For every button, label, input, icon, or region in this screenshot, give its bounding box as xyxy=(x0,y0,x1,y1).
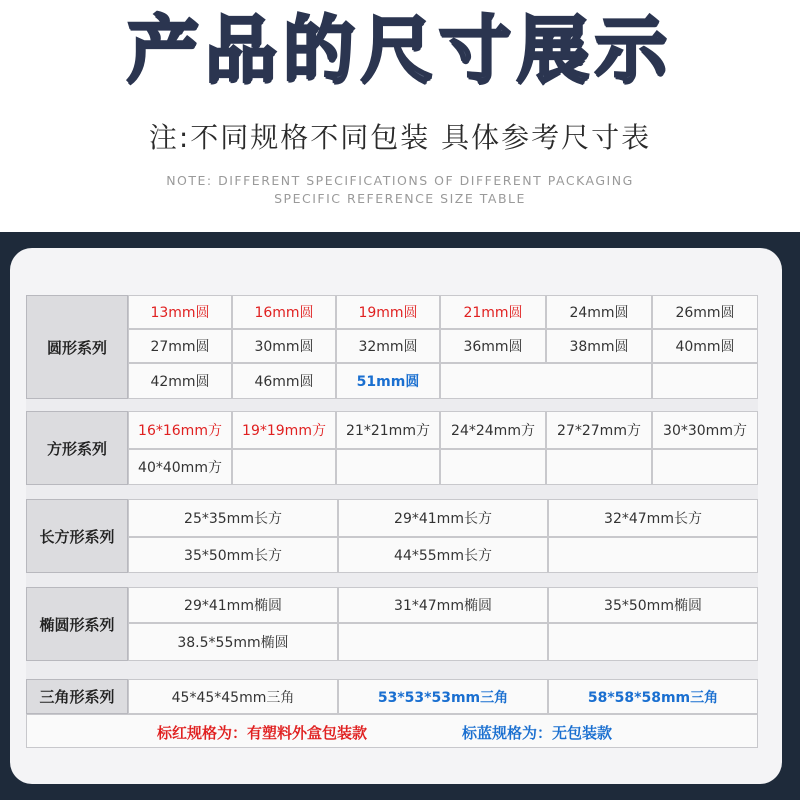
rectangle-series-group xyxy=(26,499,758,573)
size-cell: 40*40mm方 xyxy=(128,449,232,485)
round-series-label: 圆形系列 xyxy=(26,295,128,399)
empty-cell xyxy=(652,449,758,485)
size-cell: 58*58*58mm三角 xyxy=(548,679,758,714)
size-cell: 51mm圆 xyxy=(336,363,440,399)
rectangle-series-label: 长方形系列 xyxy=(26,499,128,573)
size-cell: 32*47mm长方 xyxy=(548,499,758,537)
blue-legend-note: 标蓝规格为：无包装款 xyxy=(462,724,613,742)
size-cell: 44*55mm长方 xyxy=(338,537,548,573)
size-cell: 13mm圆 xyxy=(128,295,232,329)
size-cell: 21*21mm方 xyxy=(336,411,440,449)
empty-cell xyxy=(548,537,758,573)
row-gap xyxy=(26,573,758,587)
size-cell: 26mm圆 xyxy=(652,295,758,329)
size-cell: 53*53*53mm三角 xyxy=(338,679,548,714)
empty-cell xyxy=(336,449,440,485)
empty-cell xyxy=(440,363,652,399)
header xyxy=(0,0,800,232)
page-title: 产品的尺寸展示 xyxy=(126,8,673,92)
size-cell: 16*16mm方 xyxy=(128,411,232,449)
row-gap xyxy=(26,485,758,499)
square-series-label: 方形系列 xyxy=(26,411,128,485)
size-cell: 27mm圆 xyxy=(128,329,232,363)
size-cell: 46mm圆 xyxy=(232,363,336,399)
size-cell: 29*41mm长方 xyxy=(338,499,548,537)
size-cell: 31*47mm椭圆 xyxy=(338,587,548,623)
size-cell: 25*35mm长方 xyxy=(128,499,338,537)
empty-cell xyxy=(440,449,546,485)
row-gap xyxy=(26,661,758,679)
size-cell: 36mm圆 xyxy=(440,329,546,363)
size-cell: 30*30mm方 xyxy=(652,411,758,449)
square-series-group xyxy=(26,411,758,485)
size-cell: 42mm圆 xyxy=(128,363,232,399)
size-cell: 21mm圆 xyxy=(440,295,546,329)
english-note-line-1: NOTE: DIFFERENT SPECIFICATIONS OF DIFFERENT PACKAGING xyxy=(166,173,634,188)
english-note-line-2: SPECIFIC REFERENCE SIZE TABLE xyxy=(274,191,526,206)
size-cell: 40mm圆 xyxy=(652,329,758,363)
size-cell: 38.5*55mm椭圆 xyxy=(128,623,338,661)
empty-cell xyxy=(652,363,758,399)
triangle-series-group xyxy=(26,679,758,714)
round-series-group xyxy=(26,295,758,399)
row-gap xyxy=(26,399,758,411)
legend-row xyxy=(26,714,758,748)
oval-series-group xyxy=(26,587,758,661)
empty-cell xyxy=(338,623,548,661)
size-cell: 30mm圆 xyxy=(232,329,336,363)
size-cell: 19mm圆 xyxy=(336,295,440,329)
empty-cell xyxy=(232,449,336,485)
empty-cell xyxy=(546,449,652,485)
english-note xyxy=(0,172,800,208)
size-cell: 24mm圆 xyxy=(546,295,652,329)
size-cell: 29*41mm椭圆 xyxy=(128,587,338,623)
size-cell: 27*27mm方 xyxy=(546,411,652,449)
empty-cell xyxy=(548,623,758,661)
triangle-series-label: 三角形系列 xyxy=(26,679,128,714)
red-legend-note: 标红规格为：有塑料外盒包装款 xyxy=(157,724,368,742)
size-cell: 24*24mm方 xyxy=(440,411,546,449)
size-cell: 16mm圆 xyxy=(232,295,336,329)
size-cell: 45*45*45mm三角 xyxy=(128,679,338,714)
oval-series-label: 椭圆形系列 xyxy=(26,587,128,661)
size-cell: 38mm圆 xyxy=(546,329,652,363)
subtitle: 注:不同规格不同包装 具体参考尺寸表 xyxy=(148,121,652,154)
size-cell: 35*50mm椭圆 xyxy=(548,587,758,623)
size-cell: 32mm圆 xyxy=(336,329,440,363)
size-cell: 19*19mm方 xyxy=(232,411,336,449)
size-cell: 35*50mm长方 xyxy=(128,537,338,573)
